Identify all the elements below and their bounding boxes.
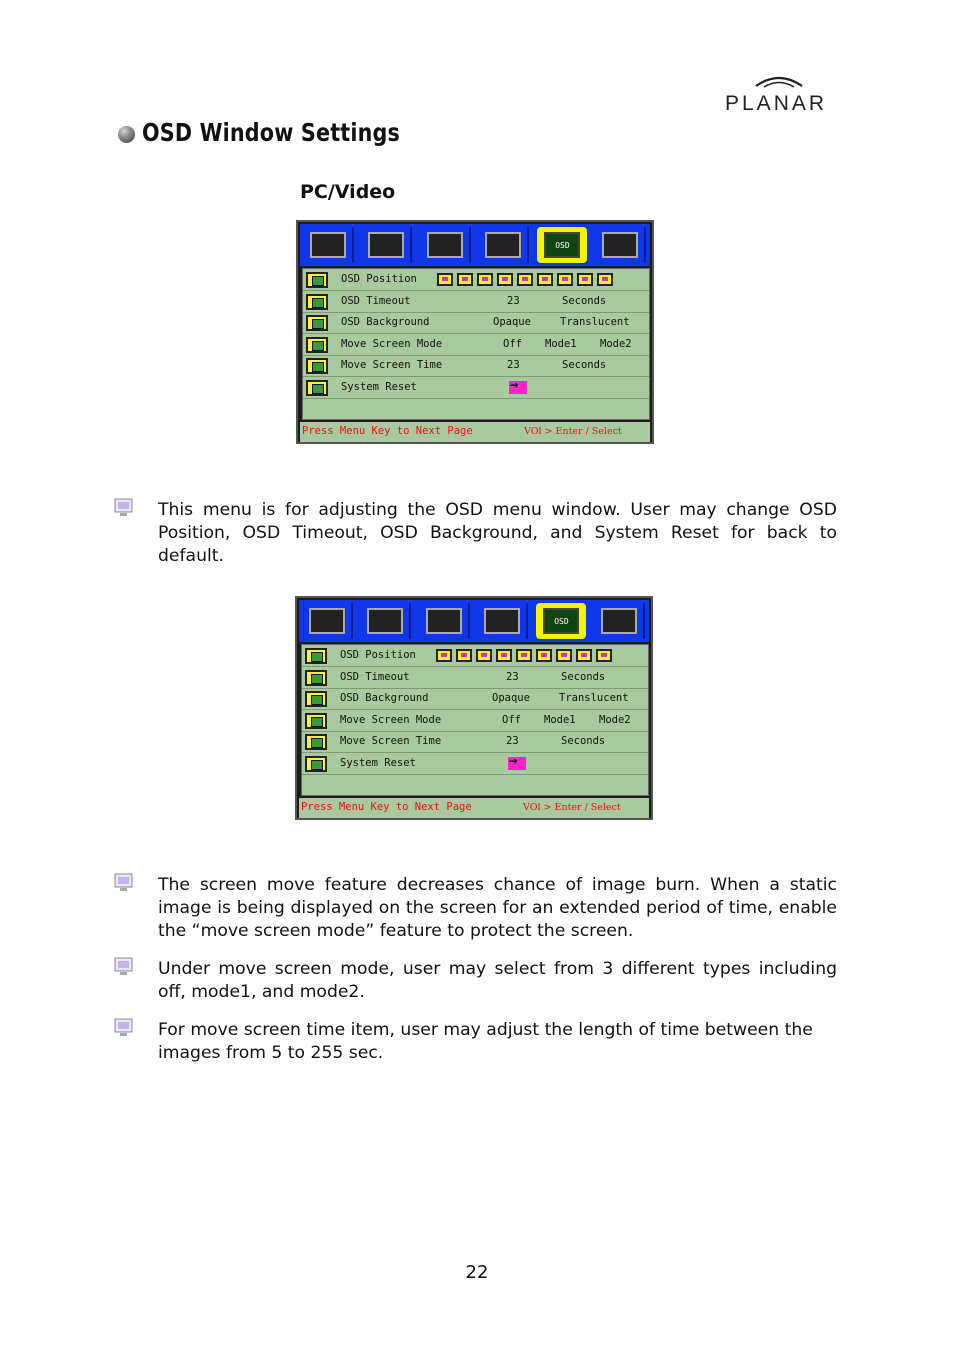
osd-tab-color-bars: [304, 227, 354, 263]
osd-row: [302, 731, 648, 753]
speaker-icon: [426, 608, 462, 634]
osd-row-icon: [305, 648, 327, 664]
osd-row-value: 23: [507, 359, 520, 372]
osd-row-label: Move Screen Time: [341, 359, 443, 372]
osd-row-icon: [306, 337, 328, 353]
osd-row-value: 23: [506, 670, 519, 683]
paragraph-move-mode: Under move screen mode, user may select from 3 different types including off, mode1, and mode2.: [158, 959, 837, 1002]
page-title: OSD Window Settings: [142, 117, 401, 147]
osd-menu-screenshot-1: [296, 220, 654, 444]
position-box-icon: [537, 273, 553, 286]
osd-tab-label: OSD: [555, 240, 570, 250]
osd-row: [302, 667, 648, 689]
osd-row-label: System Reset: [340, 757, 416, 769]
osd-row-value2: Seconds: [561, 670, 606, 683]
osd-row-label: OSD Timeout: [341, 294, 411, 307]
osd-row: [303, 334, 649, 356]
osd-row-label: System Reset: [341, 381, 417, 393]
osd-row: [303, 355, 649, 377]
osd-row-value2: Mode1: [544, 713, 576, 726]
osd-row: [303, 291, 649, 313]
osd-row-label: OSD Background: [340, 692, 429, 705]
osd-tab-exclamation: [595, 603, 645, 639]
osd-row-value: 23: [506, 735, 519, 748]
osd-menu-body: [302, 268, 650, 420]
osd-row-label: OSD Position: [340, 649, 416, 661]
osd-row-icon: [306, 272, 328, 288]
position-box-icon: [576, 649, 592, 662]
osd-row-label: Move Screen Time: [340, 735, 442, 748]
monitor-bullet-icon: [114, 957, 133, 976]
exclamation-icon: [601, 608, 637, 634]
osd-row-value: Opaque: [493, 316, 531, 329]
osd-row: [303, 312, 649, 334]
right-arrow-icon: [508, 757, 526, 770]
position-box-icon: [497, 273, 513, 286]
speaker-icon: [427, 232, 463, 258]
osd-row-label: Move Screen Mode: [340, 713, 442, 726]
osd-tab-globe: [479, 227, 529, 263]
osd-row-value: Off: [503, 337, 522, 350]
osd-row-label: OSD Timeout: [340, 670, 410, 683]
page-number: 22: [465, 1262, 489, 1283]
paragraph-osd-description: This menu is for adjusting the OSD menu window. User may change OSD Position, OSD Timeout, OSD Background, and System Reset for back to default.: [158, 500, 837, 566]
paragraph-move-time: For move screen time item, user may adjust the length of time between the images from 5 to 255 sec.: [158, 1020, 813, 1063]
logo-swoosh-icon: [754, 74, 804, 90]
osd-row-icon: [306, 315, 328, 331]
position-box-icon: [496, 649, 512, 662]
osd-footer-keys: VOl > Enter / Select: [524, 426, 622, 437]
osd-tab-label: OSD: [554, 616, 569, 626]
osd-tab-people: [362, 227, 412, 263]
position-box-icon: [437, 273, 453, 286]
osd-row-value: 23: [507, 294, 520, 307]
position-box-icon: [477, 273, 493, 286]
paragraph-screen-move: The screen move feature decreases chance of image burn. When a static image is being displayed on the screen for an extended period of time, enable the “move screen mode” feature to protect the screen.: [158, 875, 837, 941]
osd-footer-hint: Press Menu Key to Next Page: [301, 801, 472, 813]
osd-position-options: [437, 273, 613, 286]
logo-text: PLANAR: [725, 92, 828, 115]
osd-tab-color-bars: [303, 603, 353, 639]
osd-menu-body: [301, 644, 649, 796]
osd-tab-speaker: [421, 227, 471, 263]
osd-row: [303, 377, 649, 399]
position-box-icon: [517, 273, 533, 286]
globe-icon: [484, 608, 520, 634]
monitor-bullet-icon: [114, 498, 133, 517]
osd-footer-hint: Press Menu Key to Next Page: [302, 425, 473, 437]
section-header: [118, 114, 423, 150]
globe-icon: [485, 232, 521, 258]
osd-row-value: Opaque: [492, 692, 530, 705]
people-icon: [368, 232, 404, 258]
position-box-icon: [456, 649, 472, 662]
osd-row-icon: [305, 756, 327, 772]
osd-row-value2: Translucent: [560, 316, 630, 329]
osd-tab-exclamation: [596, 227, 646, 263]
exclamation-icon: [602, 232, 638, 258]
monitor-bullet-icon: [114, 873, 133, 892]
osd-row-value2: Seconds: [561, 735, 606, 748]
osd-row-icon: [305, 713, 327, 729]
osd-tab-bar: [300, 224, 650, 266]
position-box-icon: [476, 649, 492, 662]
osd-tab-osd: [537, 227, 587, 263]
osd-row-value3: Mode2: [599, 713, 631, 726]
color-bars-icon: [309, 608, 345, 634]
osd-row-icon: [305, 734, 327, 750]
osd-row-label: OSD Background: [341, 316, 430, 329]
osd-row: [302, 753, 648, 775]
position-box-icon: [556, 649, 572, 662]
osd-menu-screenshot-2: [295, 596, 653, 820]
osd-tab-osd: [536, 603, 586, 639]
osd-row-value2: Seconds: [562, 359, 607, 372]
position-box-icon: [596, 649, 612, 662]
osd-footer: [300, 422, 650, 442]
osd-row: [302, 645, 648, 667]
position-box-icon: [597, 273, 613, 286]
osd-row-value2: Translucent: [559, 692, 629, 705]
osd-tab-globe: [478, 603, 528, 639]
osd-tab-people: [361, 603, 411, 639]
osd-footer: [299, 798, 649, 818]
color-bars-icon: [310, 232, 346, 258]
monitor-bullet-icon: [114, 1018, 133, 1037]
position-box-icon: [457, 273, 473, 286]
osd-icon: [543, 608, 579, 634]
osd-row: [302, 710, 648, 732]
osd-position-options: [436, 649, 612, 662]
osd-row: [302, 688, 648, 710]
people-icon: [367, 608, 403, 634]
position-box-icon: [557, 273, 573, 286]
osd-icon: [544, 232, 580, 258]
section-subtitle: PC/Video: [300, 181, 396, 203]
position-box-icon: [577, 273, 593, 286]
osd-row-label: Move Screen Mode: [341, 337, 443, 350]
osd-tab-bar: [299, 600, 649, 642]
osd-row-label: OSD Position: [341, 273, 417, 285]
osd-tab-speaker: [420, 603, 470, 639]
osd-row-icon: [306, 380, 328, 396]
position-box-icon: [536, 649, 552, 662]
osd-row-icon: [306, 358, 328, 374]
osd-footer-keys: VOl > Enter / Select: [523, 802, 621, 813]
planar-logo: [722, 74, 842, 120]
position-box-icon: [436, 649, 452, 662]
osd-row: [303, 269, 649, 291]
osd-row-icon: [305, 670, 327, 686]
right-arrow-icon: [509, 381, 527, 394]
osd-row-icon: [306, 294, 328, 310]
position-box-icon: [516, 649, 532, 662]
osd-row-value3: Mode2: [600, 337, 632, 350]
osd-row-value2: Mode1: [545, 337, 577, 350]
osd-row-value2: Seconds: [562, 294, 607, 307]
sphere-bullet-icon: [118, 126, 135, 143]
osd-row-icon: [305, 691, 327, 707]
osd-row-value: Off: [502, 713, 521, 726]
